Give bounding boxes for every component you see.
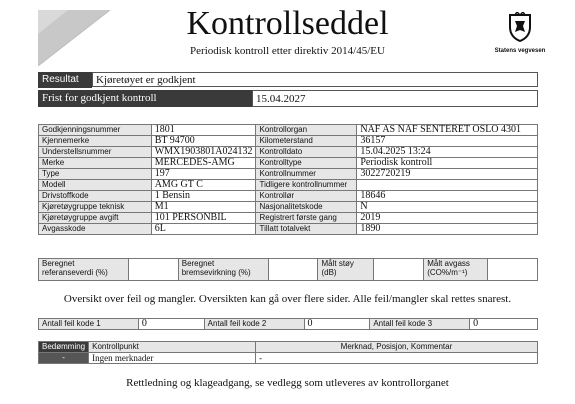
measurement-label-line2: (dB)	[321, 268, 337, 277]
statens-vegvesen-logo	[485, 12, 555, 62]
measurement-label-line1: Målt avgass	[427, 259, 470, 268]
findings-col-remarks: Merknad, Posisjon, Kommentar	[255, 342, 537, 353]
inspection-field-value: Periodisk kontroll	[357, 158, 538, 169]
measurements-table	[38, 258, 538, 281]
vehicle-field-label: Drivstoffkode	[39, 191, 152, 202]
fault-count-value: 0	[138, 319, 204, 330]
fault-count-label: Antall feil kode 1	[39, 319, 139, 330]
inspection-field-value: 3022720219	[357, 169, 538, 180]
measurement-value	[488, 259, 538, 281]
vehicle-field-value: 197	[151, 169, 256, 180]
fault-count-label: Antall feil kode 2	[204, 319, 304, 330]
vehicle-info-row	[39, 136, 538, 147]
vehicle-field-label: Kjennemerke	[39, 136, 152, 147]
inspection-field-value: 15.04.2025 13:24	[357, 147, 538, 158]
vehicle-field-label: Modell	[39, 180, 152, 191]
findings-table	[38, 341, 538, 364]
inspection-field-label: Kilometerstand	[256, 136, 357, 147]
result-label: Resultat	[38, 72, 92, 88]
result-value: Kjøretøyet er godkjent	[92, 72, 538, 87]
vehicle-field-label: Kjøretøygruppe avgift	[39, 213, 152, 224]
inspection-field-label: Kontrolldato	[256, 147, 357, 158]
inspection-field-value	[357, 180, 538, 191]
inspection-field-value: 18646	[357, 191, 538, 202]
deadline-value: 15.04.2027	[252, 90, 538, 107]
vehicle-field-label: Avgasskode	[39, 224, 152, 235]
overview-text: Oversikt over feil og mangler. Oversikten kan gå over flere sider. Alle feil/mangler skal rettes snarest.	[63, 293, 512, 305]
vehicle-info-row	[39, 224, 538, 235]
measurement-value	[268, 259, 318, 281]
vehicle-field-value: 101 PERSONBIL	[151, 213, 256, 224]
vehicle-field-label: Type	[39, 169, 152, 180]
vehicle-info-row	[39, 125, 538, 136]
measurement-label-line2: referanseverdi (%)	[42, 268, 108, 277]
vehicle-field-label: Understellsnummer	[39, 147, 152, 158]
inspection-field-label: Kontrollnummer	[256, 169, 357, 180]
vehicle-field-label: Kjøretøygruppe teknisk	[39, 202, 152, 213]
vehicle-field-value: 1801	[151, 125, 256, 136]
inspection-field-value: 36157	[357, 136, 538, 147]
vehicle-field-value: AMG GT C	[151, 180, 256, 191]
vehicle-field-value: 6L	[151, 224, 256, 235]
vehicle-field-value: M1	[151, 202, 256, 213]
measurement-label-line2: (CO%/m⁻¹)	[427, 268, 468, 277]
inspection-field-label: Nasjonalitetskode	[256, 202, 357, 213]
inspection-field-label: Kontrollorgan	[256, 125, 357, 136]
measurement-label-line1: Målt støy	[321, 259, 354, 268]
measurement-label	[178, 259, 268, 281]
measurement-label	[39, 259, 129, 281]
vehicle-field-value: MERCEDES-AMG	[151, 158, 256, 169]
lion-crest-icon	[506, 12, 534, 42]
fault-count-table	[38, 318, 538, 330]
findings-row	[39, 353, 538, 364]
finding-assessment: -	[39, 353, 89, 364]
measurement-label-line1: Beregnet	[181, 259, 215, 268]
vehicle-info-row	[39, 213, 538, 224]
vehicle-info-row	[39, 202, 538, 213]
measurement-value	[128, 259, 178, 281]
vehicle-field-value: BT 94700	[151, 136, 256, 147]
deadline-label: Frist for godkjent kontroll	[38, 90, 252, 107]
measurement-label-line1: Beregnet	[42, 259, 75, 268]
page-subtitle: Periodisk kontroll etter direktiv 2014/45/EU	[190, 45, 385, 57]
inspection-field-label: Tidligere kontrollnummer	[256, 180, 357, 191]
vehicle-info-row	[39, 169, 538, 180]
vehicle-field-label: Godkjenningsnummer	[39, 125, 152, 136]
fault-count-value: 0	[470, 319, 538, 330]
inspection-field-label: Kontrollør	[256, 191, 357, 202]
fault-count-label: Antall feil kode 3	[370, 319, 470, 330]
page-title: Kontrollseddel	[186, 5, 389, 42]
inspection-field-value: N	[357, 202, 538, 213]
inspection-field-label: Registrert første gang	[256, 213, 357, 224]
inspection-field-value: NAF AS NAF SENTERET OSLO 4301	[357, 125, 538, 136]
fault-count-value: 0	[304, 319, 370, 330]
vehicle-info-row	[39, 158, 538, 169]
vehicle-field-label: Merke	[39, 158, 152, 169]
finding-checkpoint: Ingen merknader	[89, 353, 256, 364]
vehicle-field-value: 1 Bensin	[151, 191, 256, 202]
inspection-field-value: 1890	[357, 224, 538, 235]
measurement-label	[424, 259, 488, 281]
vehicle-info-row	[39, 180, 538, 191]
inspection-field-label: Kontrolltype	[256, 158, 357, 169]
footer-text: Rettledning og klageadgang, se vedlegg som utleveres av kontrollorganet	[126, 377, 449, 389]
vehicle-info-row	[39, 147, 538, 158]
vehicle-info-row	[39, 191, 538, 202]
measurement-value	[374, 259, 424, 281]
measurement-label	[318, 259, 374, 281]
finding-remarks: -	[255, 353, 537, 364]
result-block	[38, 72, 538, 108]
findings-col-assessment: Bedømming	[39, 342, 89, 353]
inspection-field-value: 2019	[357, 213, 538, 224]
inspection-field-label: Tillatt totalvekt	[256, 224, 357, 235]
vehicle-info-table	[38, 124, 538, 235]
measurement-label-line2: bremsevirkning (%)	[181, 268, 251, 277]
logo-text: Statens vegvesen	[494, 48, 546, 54]
findings-col-checkpoint: Kontrollpunkt	[89, 342, 256, 353]
vehicle-field-value: WMX1903801A024132	[151, 147, 256, 158]
